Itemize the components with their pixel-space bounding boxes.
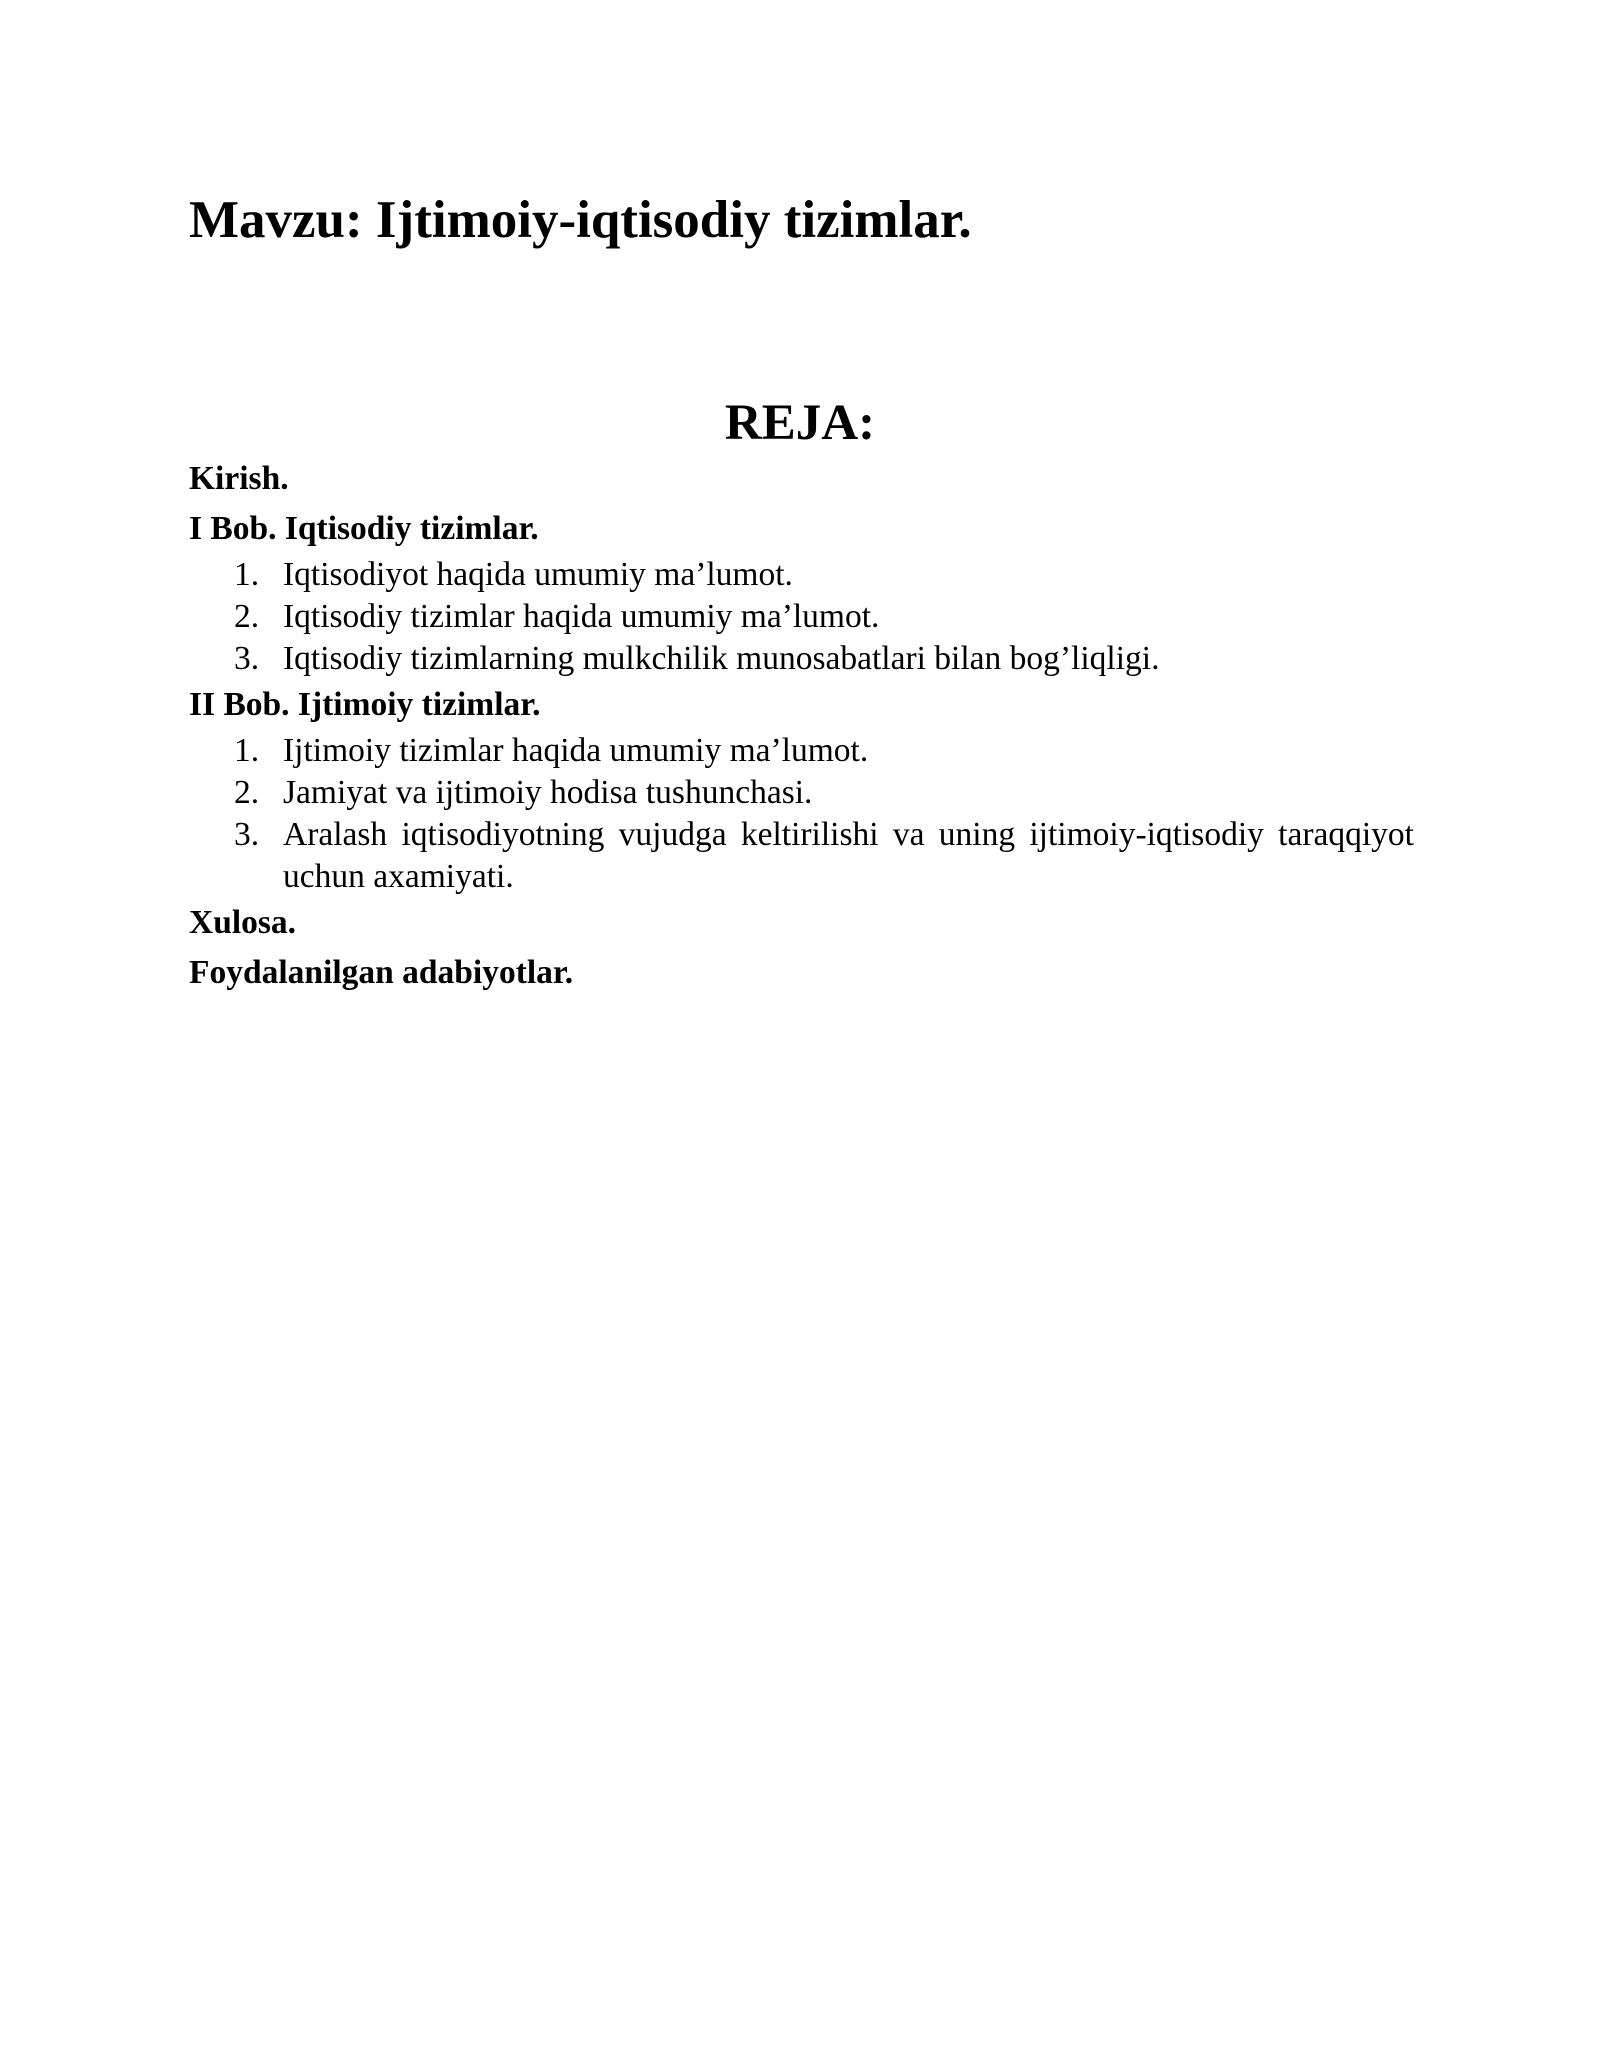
list-item [189,596,1414,638]
document-title: Mavzu: Ijtimoiy-iqtisodiy tizimlar. [189,191,972,249]
list-item-text: Iqtisodiy tizimlar haqida umumiy ma’lumot. [283,598,880,635]
plan-heading: REJA: [724,395,876,451]
section-references: Foydalanilgan adabiyotlar. [189,954,574,991]
list-item [189,730,1414,772]
section-intro: Kirish. [189,460,289,497]
list-item-text: Aralash iqtisodiyotning vujudga keltirilishi va uning ijtimoiy-iqtisodiy taraqqiyot uchun axamiyati. [283,816,1414,895]
chapter-2-list [189,730,1414,898]
list-item [189,814,1414,898]
list-item-text: Iqtisodiyot haqida umumiy ma’lumot. [283,556,793,593]
list-item-number: 2. [234,774,260,811]
list-item-number: 1. [234,556,260,593]
list-item-text: Ijtimoiy tizimlar haqida umumiy ma’lumot. [283,732,869,769]
chapter-1-list [189,554,1414,680]
list-item-number: 1. [234,732,260,769]
list-item [189,554,1414,596]
list-item-text: Jamiyat va ijtimoiy hodisa tushunchasi. [283,774,813,811]
list-item-number: 3. [234,640,260,677]
list-item [189,772,1414,814]
chapter-2-title: II Bob. Ijtimoiy tizimlar. [189,686,541,723]
plan-outline [189,454,1414,998]
list-item-number: 2. [234,598,260,635]
chapter-1-title: I Bob. Iqtisodiy tizimlar. [189,510,539,547]
list-item-text: Iqtisodiy tizimlarning mulkchilik munosabatlari bilan bog’liqligi. [283,640,1160,677]
list-item-number: 3. [234,816,260,853]
section-conclusion: Xulosa. [189,904,297,941]
list-item [189,638,1414,680]
